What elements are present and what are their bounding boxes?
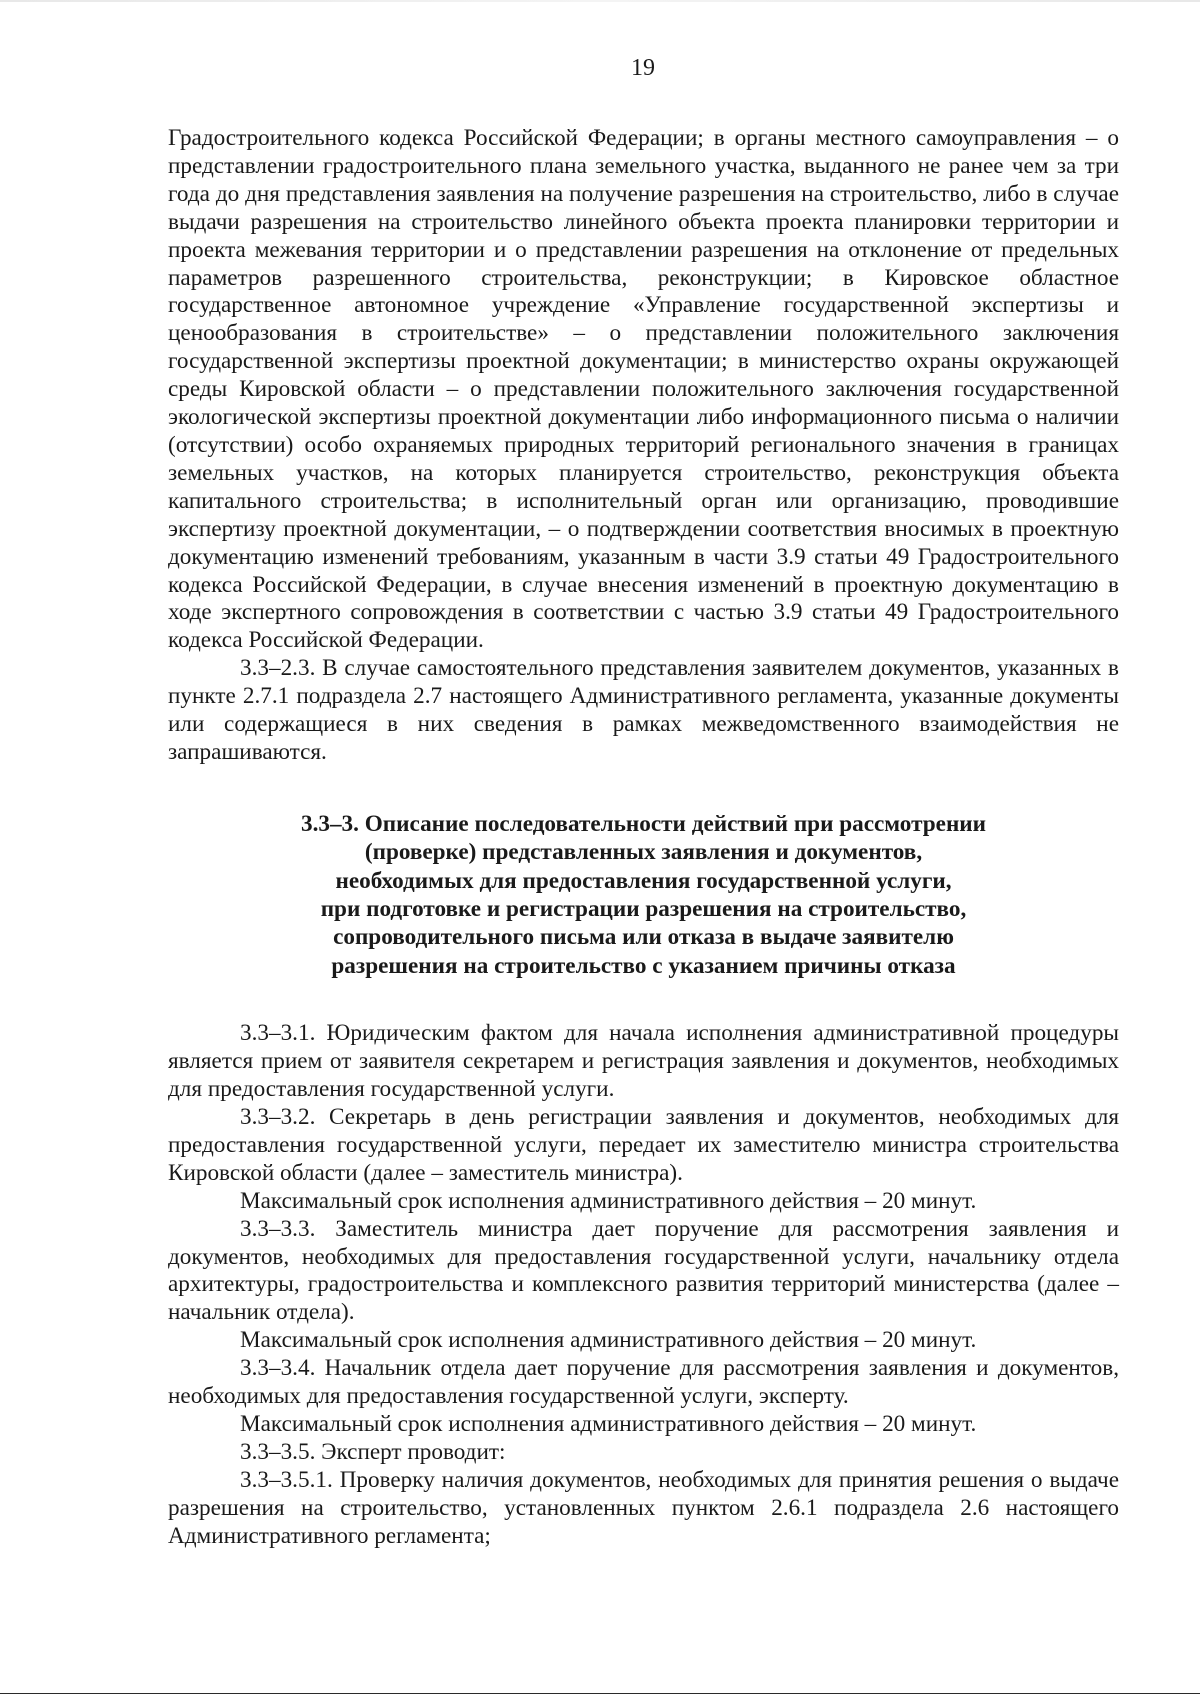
section-heading-line: 3.3–3. Описание последовательности действий при рассмотрении xyxy=(300,810,987,837)
page-number: 19 xyxy=(631,55,655,81)
paragraph-p-3-3-2-3: 3.3–2.3. В случае самостоятельного представления заявителем документов, указанных в пункте 2.7.1 подраздела 2.7 настоящего Административного регламента, указанные документы или содержащиеся в них сведения в рамках межведомственного взаимодействия не запрашиваются. xyxy=(168,655,1119,765)
section-heading-line: (проверке) представленных заявления и документов, xyxy=(364,839,923,866)
paragraph-p-3-3-3-5-1: 3.3–3.5.1. Проверку наличия документов, необходимых для принятия решения о выдаче разрешения на строительство, установленных пунктом 2.6.1 подраздела 2.6 настоящего Административного регламента; xyxy=(168,1466,1119,1549)
section-heading xyxy=(168,810,1119,980)
section-heading-line: при подготовке и регистрации разрешения на строительство, xyxy=(320,896,967,923)
paragraph-p-3-3-3-3: 3.3–3.3. Заместитель министра дает поручение для рассмотрения заявления и документов, необходимых для предоставления государственной услуги, начальнику отдела архитектуры, градостроительства и комплексного развития территорий министерства (далее – начальник отдела). xyxy=(168,1215,1119,1326)
paragraph-p-3-3-3-4: 3.3–3.4. Начальник отдела дает поручение для рассмотрения заявления и документов, необходимых для предоставления государственной услуги, эксперту. xyxy=(168,1355,1119,1410)
scan-top-edge xyxy=(0,0,1200,2)
document-body xyxy=(168,125,1119,1551)
section-heading-line: необходимых для предоставления государственной услуги, xyxy=(335,867,952,894)
paragraph-max-time-3: Максимальный срок исполнения административного действия – 20 минут. xyxy=(240,1410,977,1437)
paragraph-p-3-3-3-1: 3.3–3.1. Юридическим фактом для начала исполнения административной процедуры является прием от заявителя секретарем и регистрация заявления и документов, необходимых для предоставления государственной услуги. xyxy=(168,1020,1119,1103)
paragraph-p-3-3-3-2: 3.3–3.2. Секретарь в день регистрации заявления и документов, необходимых для предоставления государственной услуги, передает их заместителю министра строительства Кировской области (далее – заместитель министра). xyxy=(168,1104,1119,1186)
section-heading-line: разрешения на строительство с указанием причины отказа xyxy=(331,952,956,979)
paragraph-max-time-2: Максимальный срок исполнения административного действия – 20 минут. xyxy=(240,1327,977,1354)
paragraph-p-3-3-3-5: 3.3–3.5. Эксперт проводит: xyxy=(240,1438,506,1465)
paragraph-max-time-1: Максимальный срок исполнения административного действия – 20 минут. xyxy=(240,1187,977,1214)
paragraphs-before-heading xyxy=(168,125,1119,767)
paragraphs-after-heading xyxy=(168,1020,1119,1550)
section-heading-line: сопроводительного письма или отказа в выдаче заявителю xyxy=(333,924,954,951)
paragraph-continuation: Градостроительного кодекса Российской Федерации; в органы местного самоуправления – о представлении градостроительного плана земельного участка, выданного не ранее чем за три года до дня представления заявления на получение разрешения на строительство, либо в случае выдачи разрешения на строительство линейного объекта проекта планировки территории и проекта межевания территории и о представлении разрешения на отклонение от предельных параметров разрешенного строительства, реконструкции; в Кировское областное государственное автономное учреждение «Управление государственной экспертизы и ценообразования в строительстве» – о представлении положительного заключения государственной экспертизы проектной документации; в министерство охраны окружающей среды Кировской области – о представлении положительного заключения государственной экологической экспертизы проектной документации либо информационного письма о наличии (отсутствии) особо охраняемых природных территорий регионального значения в границах земельных участков, на которых планируется строительство, реконструкция объекта капитального строительства; в исполнительный орган или организацию, проводившие экспертизу проектной документации, – о подтверждении соответствия вносимых в проектную документацию изменений требованиям, указанным в части 3.9 статьи 49 Градостроительного кодекса Российской Федерации, в случае внесения изменений в проектную документацию в ходе экспертного сопровождения в соответствии с частью 3.9 статьи 49 Градостроительного кодекса Российской Федерации. xyxy=(168,125,1119,654)
